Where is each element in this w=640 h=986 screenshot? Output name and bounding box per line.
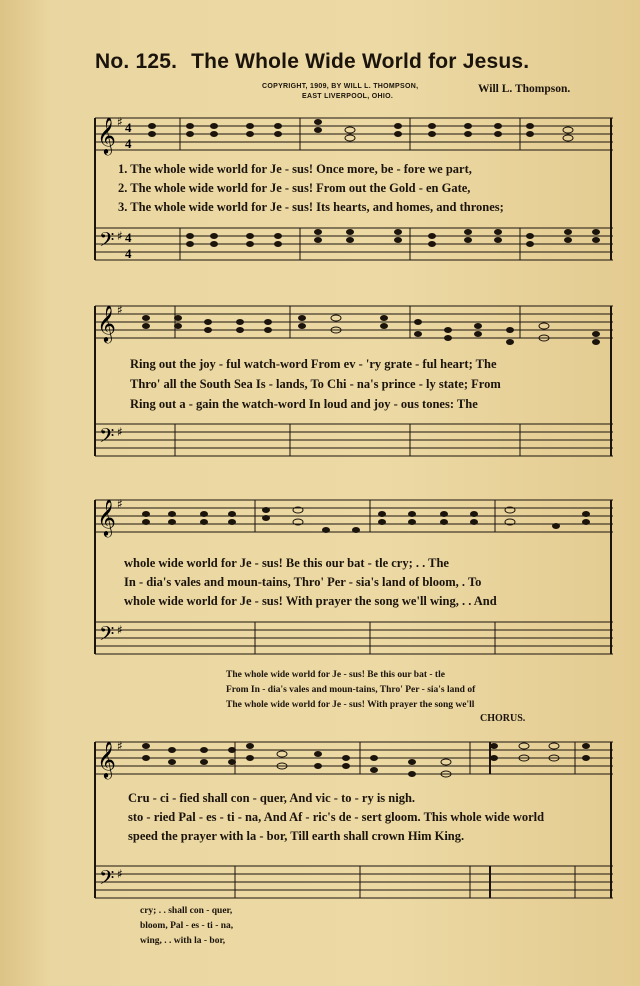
system4-bass-verse1: cry; . . shall con - quer, — [140, 906, 233, 916]
svg-text:4: 4 — [125, 120, 132, 135]
svg-text:♯: ♯ — [117, 739, 123, 753]
system4-bass-verse2: bloom, Pal - es - ti - na, — [140, 921, 234, 931]
svg-text:𝄢: 𝄢 — [99, 424, 115, 452]
svg-text:4: 4 — [125, 136, 132, 151]
svg-text:♯: ♯ — [117, 303, 123, 317]
system3-bass-verse1: The whole wide world for Je - sus! Be this our bat - tle — [226, 670, 445, 680]
system3-bass-verse2: From In - dia's vales and moun-tains, Thro' Per - sia's land of — [226, 685, 476, 695]
system1-verse3: 3. The whole wide world for Je - sus! Its hearts, and homes, and thrones; — [118, 200, 504, 214]
svg-text:♯: ♯ — [117, 229, 123, 243]
system2-verse3: Ring out a - gain the watch-word In loud and joy - ous tones: The — [130, 397, 478, 411]
system1-bass-staff — [95, 228, 613, 261]
svg-text:𝄞: 𝄞 — [97, 304, 116, 342]
system4-verse3: speed the prayer with la - bor, Till earth shall crown Him King. — [128, 829, 465, 843]
copyright-line-2: EAST LIVERPOOL, OHIO. — [302, 93, 394, 100]
system3-verse3: whole wide world for Je - sus! With prayer the song we'll wing, . . And — [124, 594, 497, 608]
treble-clef-icon: 𝄞 — [97, 116, 116, 154]
svg-text:4: 4 — [125, 246, 132, 261]
system2-treble-staff — [95, 303, 613, 343]
bass-clef-icon: 𝄢 — [99, 228, 115, 256]
system1-verse2: 2. The whole wide world for Je - sus! From out the Gold - en Gate, — [118, 181, 471, 195]
composer-credit: Will L. Thompson. — [478, 83, 571, 95]
system2-verse1: Ring out the joy - ful watch-word From ev - 'ry grate - ful heart; The — [130, 357, 497, 371]
svg-text:𝄢: 𝄢 — [99, 866, 115, 894]
system1-treble-staff — [95, 115, 613, 155]
svg-text:♯: ♯ — [117, 115, 123, 129]
copyright-line-1: COPYRIGHT, 1909, BY WILL L. THOMPSON, — [262, 83, 419, 90]
system4-bass-staff — [95, 866, 613, 898]
system3-bass-staff — [95, 622, 613, 654]
hymn-number: No. 125. — [95, 50, 178, 73]
system3-verse1: whole wide world for Je - sus! Be this our bat - tle cry; . . The — [124, 556, 449, 570]
svg-text:♯: ♯ — [117, 867, 123, 881]
svg-text:𝄢: 𝄢 — [99, 622, 115, 650]
system3-bass-verse3: The whole wide world for Je - sus! With prayer the song we'll — [226, 700, 475, 710]
svg-text:4: 4 — [125, 230, 132, 245]
system2-verse2: Thro' all the South Sea Is - lands, To Chi - na's prince - ly state; From — [130, 377, 501, 391]
system3-verse2: In - dia's vales and moun-tains, Thro' Per - sia's land of bloom, . To — [124, 575, 482, 589]
svg-text:𝄞: 𝄞 — [97, 498, 116, 536]
system4-verse2: sto - ried Pal - es - ti - na, And Af - ric's de - sert gloom. This whole wide world — [128, 810, 545, 824]
svg-text:♯: ♯ — [117, 623, 123, 637]
system4-bass-verse3: wing, . . with la - bor, — [140, 936, 226, 946]
system4-treble-staff — [95, 739, 613, 779]
chorus-label: CHORUS. — [480, 713, 526, 724]
system2-bass-staff — [95, 424, 613, 456]
svg-text:♯: ♯ — [117, 497, 123, 511]
svg-text:♯: ♯ — [117, 425, 123, 439]
hymn-title: The Whole Wide World for Jesus. — [191, 50, 530, 73]
system1-verse1: 1. The whole wide world for Je - sus! Once more, be - fore we part, — [118, 162, 472, 176]
system4-verse1: Cru - ci - fied shall con - quer, And vic - to - ry is nigh. — [128, 791, 416, 805]
svg-text:𝄞: 𝄞 — [97, 740, 116, 778]
